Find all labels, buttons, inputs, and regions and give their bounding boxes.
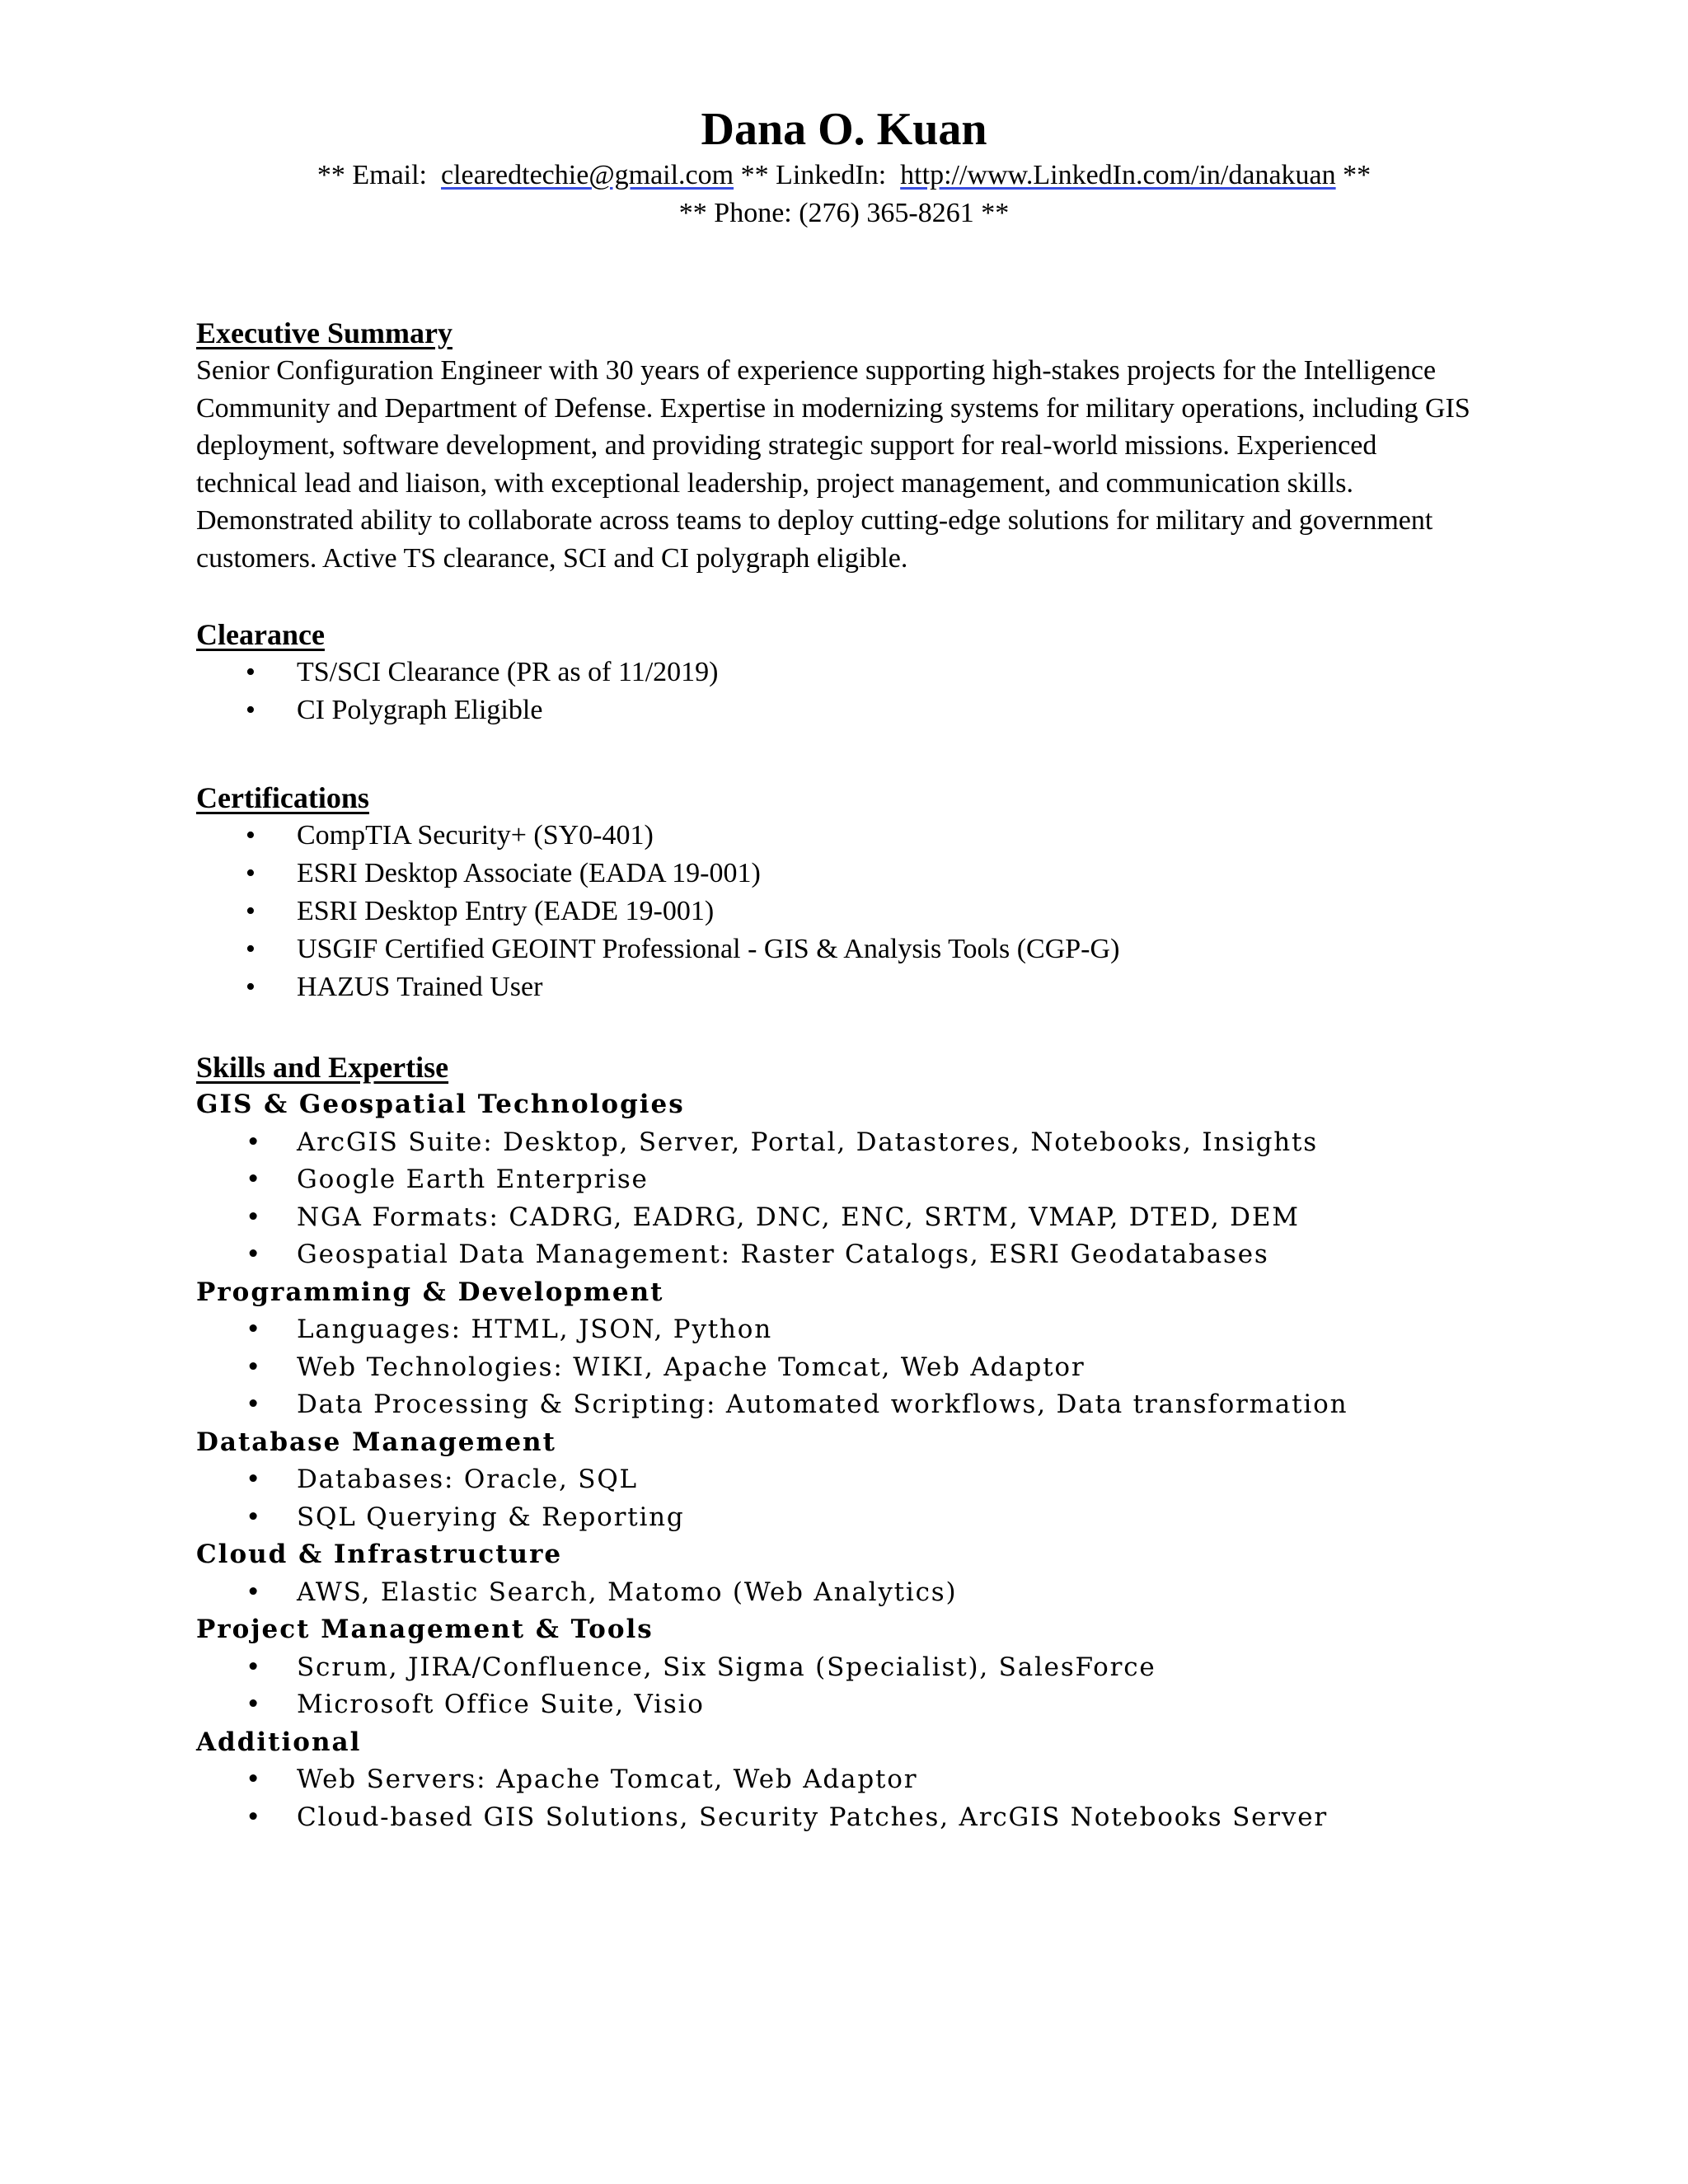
contact-line-email-linkedin	[0, 157, 1688, 194]
skills-title: Skills and Expertise	[196, 1051, 449, 1084]
list-item: • HAZUS Trained User	[196, 968, 1482, 1006]
certifications-section	[196, 779, 1482, 1006]
list-item: • Databases: Oracle, SQL	[196, 1461, 1482, 1499]
contact-line-suffix: **	[1343, 160, 1372, 190]
list-item: • ESRI Desktop Entry (EADE 19-001)	[196, 893, 1482, 930]
list-item: • Web Technologies: WIKI, Apache Tomcat, Web Adaptor	[196, 1349, 1482, 1387]
certifications-title: Certifications	[196, 781, 369, 814]
resume-header	[0, 102, 1688, 232]
list-item: • USGIF Certified GEOINT Professional - GIS & Analysis Tools (CGP-G)	[196, 930, 1482, 968]
list-item: • Languages: HTML, JSON, Python	[196, 1311, 1482, 1349]
skills-group-list	[196, 1461, 1482, 1536]
clearance-title: Clearance	[196, 618, 325, 651]
list-item: • Google Earth Enterprise	[196, 1161, 1482, 1199]
email-link[interactable]: clearedtechie@gmail.com	[441, 160, 734, 190]
skills-group-heading: Additional	[196, 1727, 362, 1757]
list-item: • Geospatial Data Management: Raster Catalogs, ESRI Geodatabases	[196, 1236, 1482, 1274]
list-item: • Data Processing & Scripting: Automated workflows, Data transformation	[196, 1386, 1482, 1424]
executive-summary-text: Senior Configuration Engineer with 30 years of experience supporting high-stakes projects for the Intelligence Community and Department of Defense. Expertise in modernizing systems for military operations, including GIS deployment, software development, and providing strategic support for real-world missions. Experienced technical lead and liaison, with exceptional leadership, project management, and communication skills. Demonstrated ability to collaborate across teams to deploy cutting-edge solutions for military and government customers. Active TS clearance, SCI and CI polygraph eligible.	[196, 355, 1470, 574]
list-item: • Scrum, JIRA/Confluence, Six Sigma (Specialist), SalesForce	[196, 1649, 1482, 1687]
skills-group-heading: Cloud & Infrastructure	[196, 1540, 563, 1569]
skills-group-heading: Database Management	[196, 1427, 556, 1457]
skills-group-heading: Project Management & Tools	[196, 1615, 654, 1644]
candidate-name: Dana O. Kuan	[701, 104, 987, 155]
list-item: • ArcGIS Suite: Desktop, Server, Portal, Datastores, Notebooks, Insights	[196, 1124, 1482, 1162]
list-item: • AWS, Elastic Search, Matomo (Web Analytics)	[196, 1574, 1482, 1612]
clearance-section	[196, 616, 1482, 729]
skills-group-list	[196, 1649, 1482, 1724]
skills-group-list	[196, 1761, 1482, 1836]
list-item: • CI Polygraph Eligible	[196, 691, 1482, 729]
skills-group-list	[196, 1311, 1482, 1424]
skills-section	[196, 1048, 1482, 1836]
linkedin-label: ** LinkedIn:	[740, 160, 887, 190]
executive-summary-title: Executive Summary	[196, 316, 452, 349]
email-label: ** Email:	[316, 160, 428, 190]
list-item: • Microsoft Office Suite, Visio	[196, 1686, 1482, 1724]
clearance-list	[196, 654, 1482, 729]
skills-group-list	[196, 1574, 1482, 1612]
list-item: • TS/SCI Clearance (PR as of 11/2019)	[196, 654, 1482, 691]
skills-group-heading: Programming & Development	[196, 1277, 664, 1307]
skills-group-list	[196, 1124, 1482, 1274]
list-item: • ESRI Desktop Associate (EADA 19-001)	[196, 855, 1482, 893]
list-item: • SQL Querying & Reporting	[196, 1499, 1482, 1537]
phone-line: ** Phone: (276) 365-8261 **	[678, 198, 1010, 228]
skills-group-heading: GIS & Geospatial Technologies	[196, 1090, 685, 1119]
executive-summary-section	[196, 314, 1482, 577]
list-item: • Web Servers: Apache Tomcat, Web Adaptor	[196, 1761, 1482, 1799]
list-item: • CompTIA Security+ (SY0-401)	[196, 817, 1482, 855]
certifications-list	[196, 817, 1482, 1006]
list-item: • NGA Formats: CADRG, EADRG, DNC, ENC, SRTM, VMAP, DTED, DEM	[196, 1199, 1482, 1237]
list-item: • Cloud-based GIS Solutions, Security Patches, ArcGIS Notebooks Server	[196, 1799, 1482, 1837]
linkedin-link[interactable]: http://www.LinkedIn.com/in/danakuan	[900, 160, 1336, 190]
